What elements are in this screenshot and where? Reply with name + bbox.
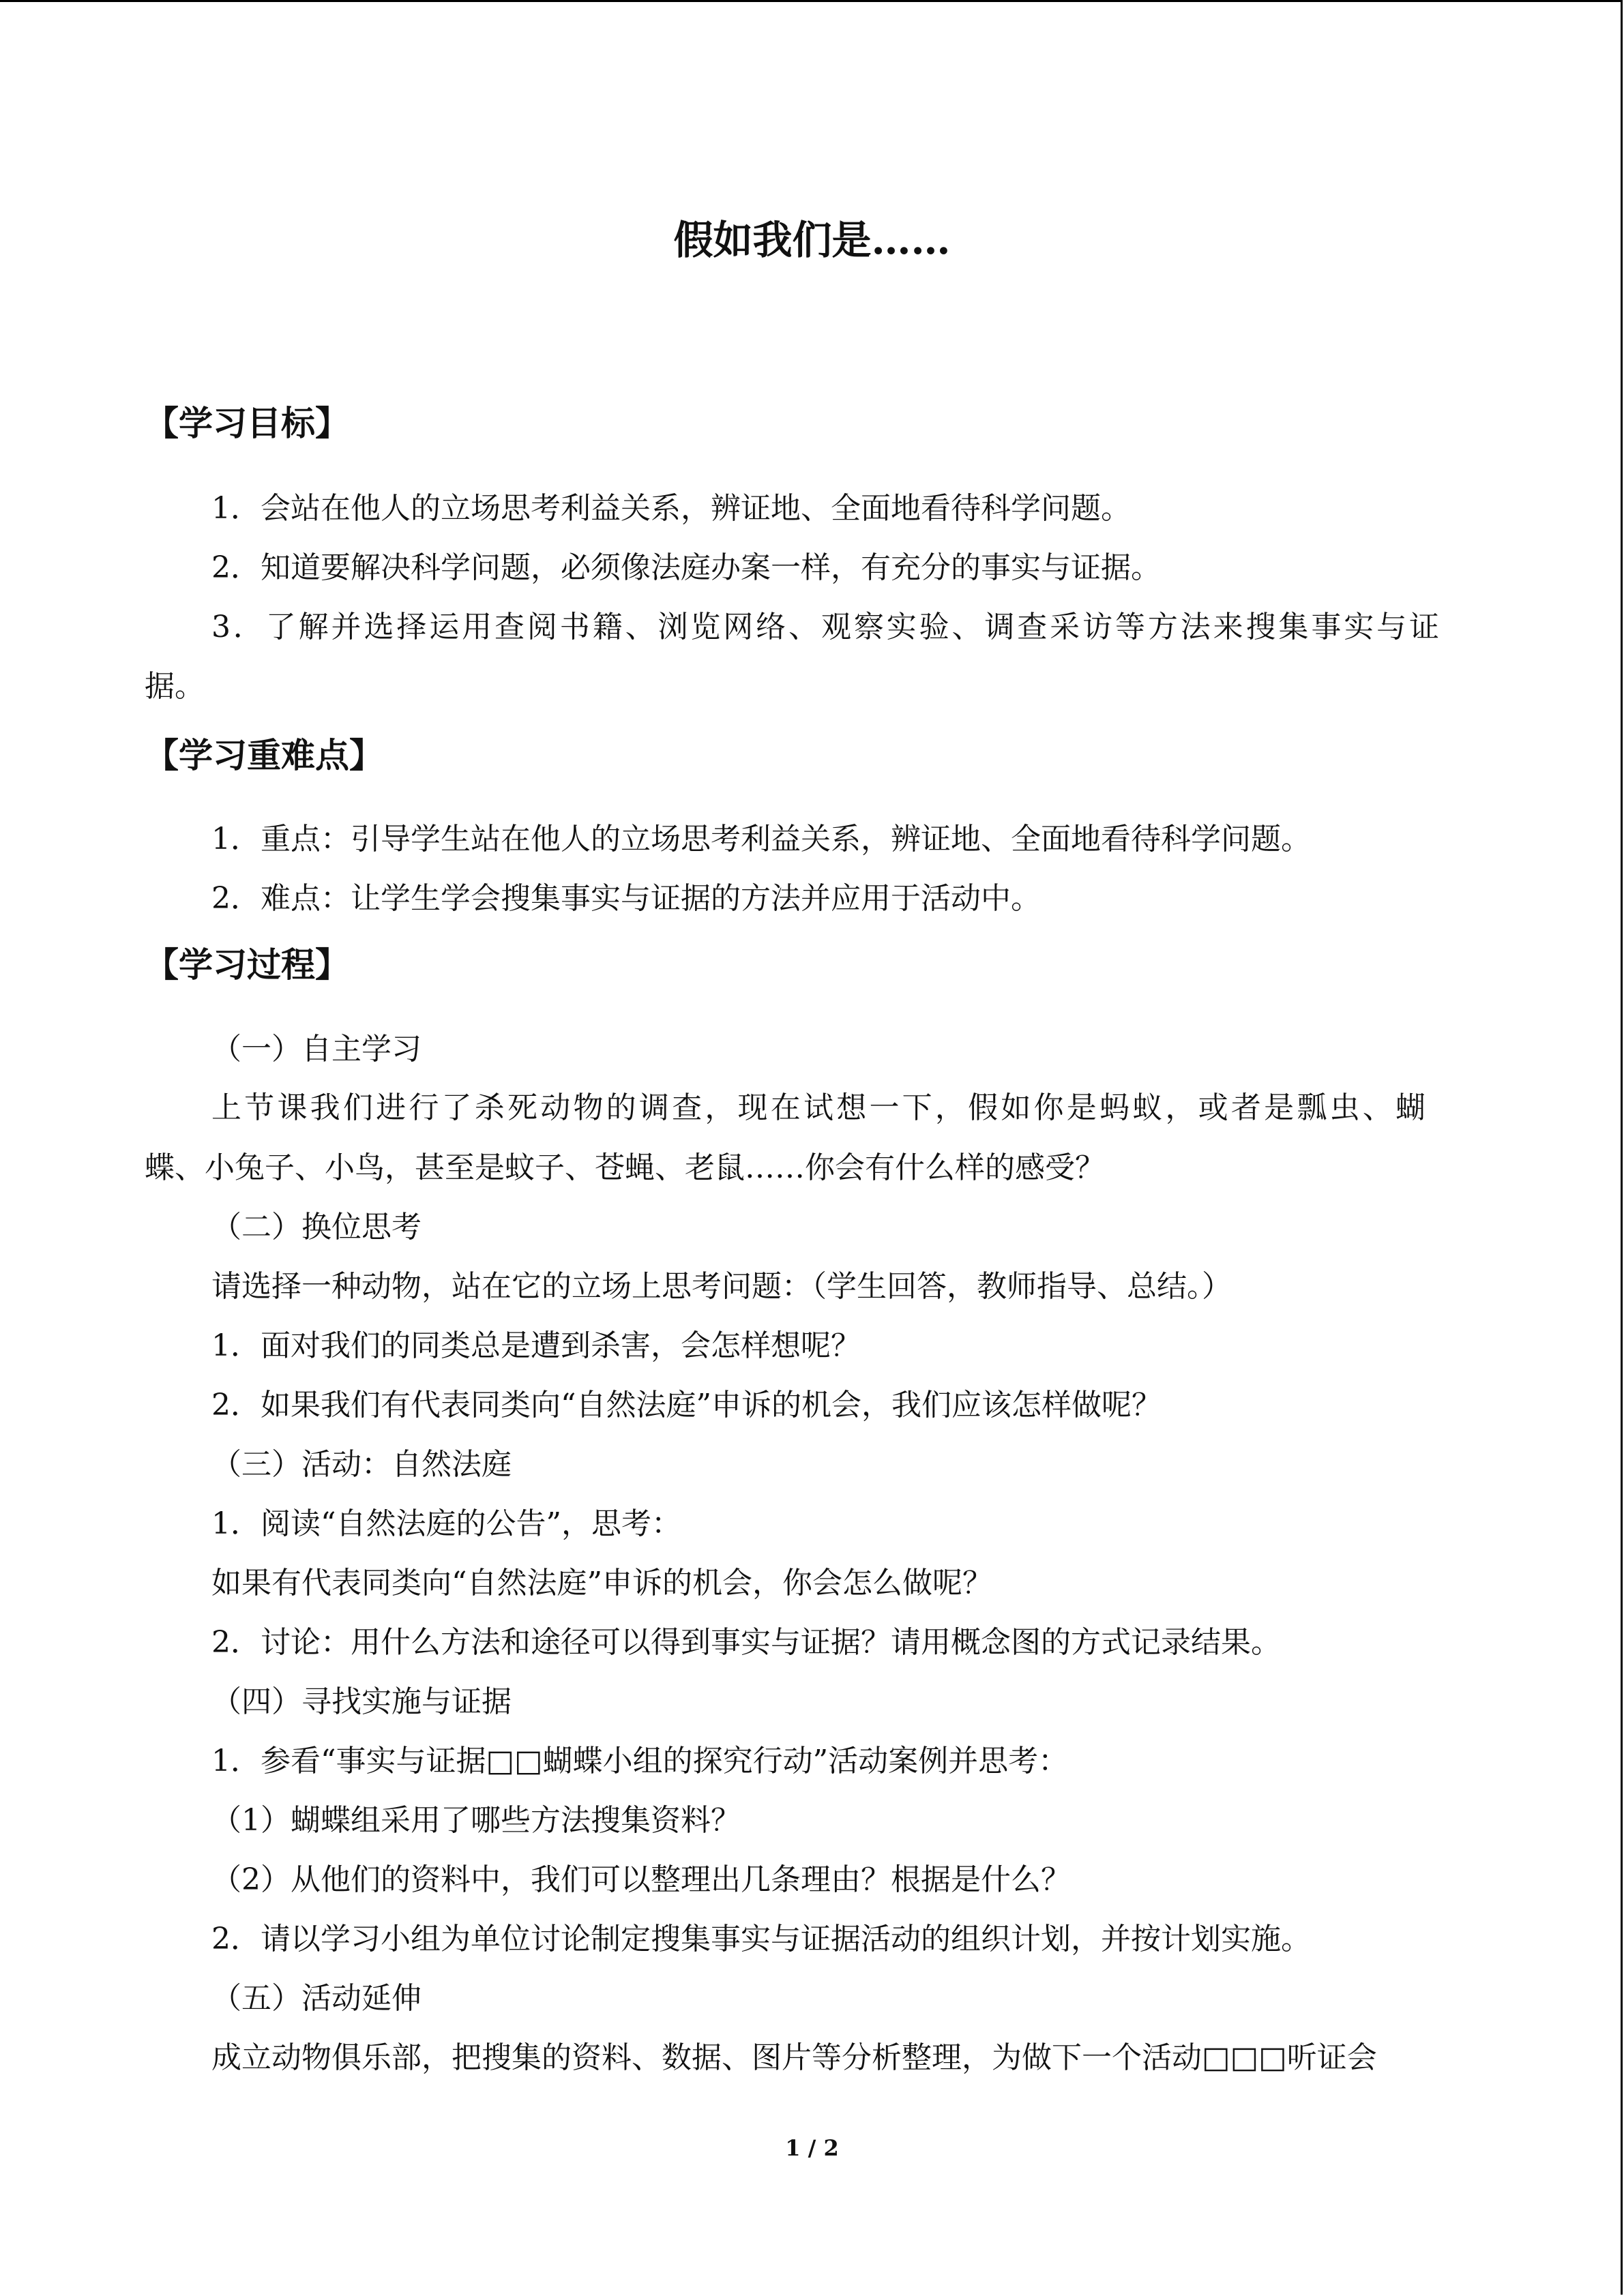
process-line: 1．面对我们的同类总是遭到杀害，会怎样想呢？ — [211, 1328, 861, 1363]
goal-item-3: 3．了解并选择运用查阅书籍、浏览网络、观察实验、调查采访等方法来搜集事实与证 — [211, 610, 1439, 644]
goal-item-2: 2．知道要解决科学问题，必须像法庭办案一样，有充分的事实与证据。 — [211, 550, 1161, 585]
process-subheading-4: （四）寻找实施与证据 — [211, 1684, 512, 1719]
process-line: 如果有代表同类向“自然法庭”申诉的机会，你会怎么做呢？ — [211, 1566, 992, 1600]
process-line: （2）从他们的资料中，我们可以整理出几条理由？根据是什么？ — [211, 1862, 1071, 1897]
section-heading-key-points: 【学习重难点】 — [145, 736, 383, 775]
page-number: 1 / 2 — [785, 2135, 839, 2161]
section-heading-goals: 【学习目标】 — [145, 404, 349, 443]
process-line: （1）蝴蝶组采用了哪些方法搜集资料？ — [211, 1803, 741, 1838]
process-line: 请选择一种动物，站在它的立场上思考问题：（学生回答，教师指导、总结。） — [211, 1269, 1232, 1304]
process-line: 1．阅读“自然法庭的公告”，思考： — [211, 1506, 681, 1541]
process-subheading-1: （一）自主学习 — [211, 1032, 422, 1067]
page-title: 假如我们是…… — [673, 217, 951, 263]
process-line: 2．如果我们有代表同类向“自然法庭”申诉的机会，我们应该怎样做呢？ — [211, 1388, 1162, 1422]
process-line: 蝶、小兔子、小鸟，甚至是蚊子、苍蝇、老鼠……你会有什么样的感受？ — [145, 1150, 1105, 1185]
process-line: 上节课我们进行了杀死动物的调查，现在试想一下，假如你是蚂蚁，或者是瓢虫、蝴 — [211, 1090, 1426, 1125]
process-subheading-2: （二）换位思考 — [211, 1210, 422, 1244]
goal-item-3-continued: 据。 — [145, 669, 205, 704]
goal-item-1: 1．会站在他人的立场思考利益关系，辨证地、全面地看待科学问题。 — [211, 491, 1131, 526]
process-line: 2．讨论：用什么方法和途径可以得到事实与证据？请用概念图的方式记录结果。 — [211, 1625, 1281, 1660]
process-line: 1．参看“事实与证据□□蝴蝶小组的探究行动”活动案例并思考： — [211, 1744, 1069, 1778]
section-heading-process: 【学习过程】 — [145, 945, 349, 985]
process-line: 2．请以学习小组为单位讨论制定搜集事实与证据活动的组织计划，并按计划实施。 — [211, 1922, 1311, 1956]
process-line: 成立动物俱乐部，把搜集的资料、数据、图片等分析整理，为做下一个活动□□□听证会 — [211, 2040, 1377, 2075]
key-point-1: 1．重点：引导学生站在他人的立场思考利益关系，辨证地、全面地看待科学问题。 — [211, 822, 1311, 856]
process-subheading-3: （三）活动：自然法庭 — [211, 1447, 512, 1482]
process-subheading-5: （五）活动延伸 — [211, 1981, 422, 2016]
key-point-2: 2．难点：让学生学会搜集事实与证据的方法并应用于活动中。 — [211, 881, 1041, 916]
